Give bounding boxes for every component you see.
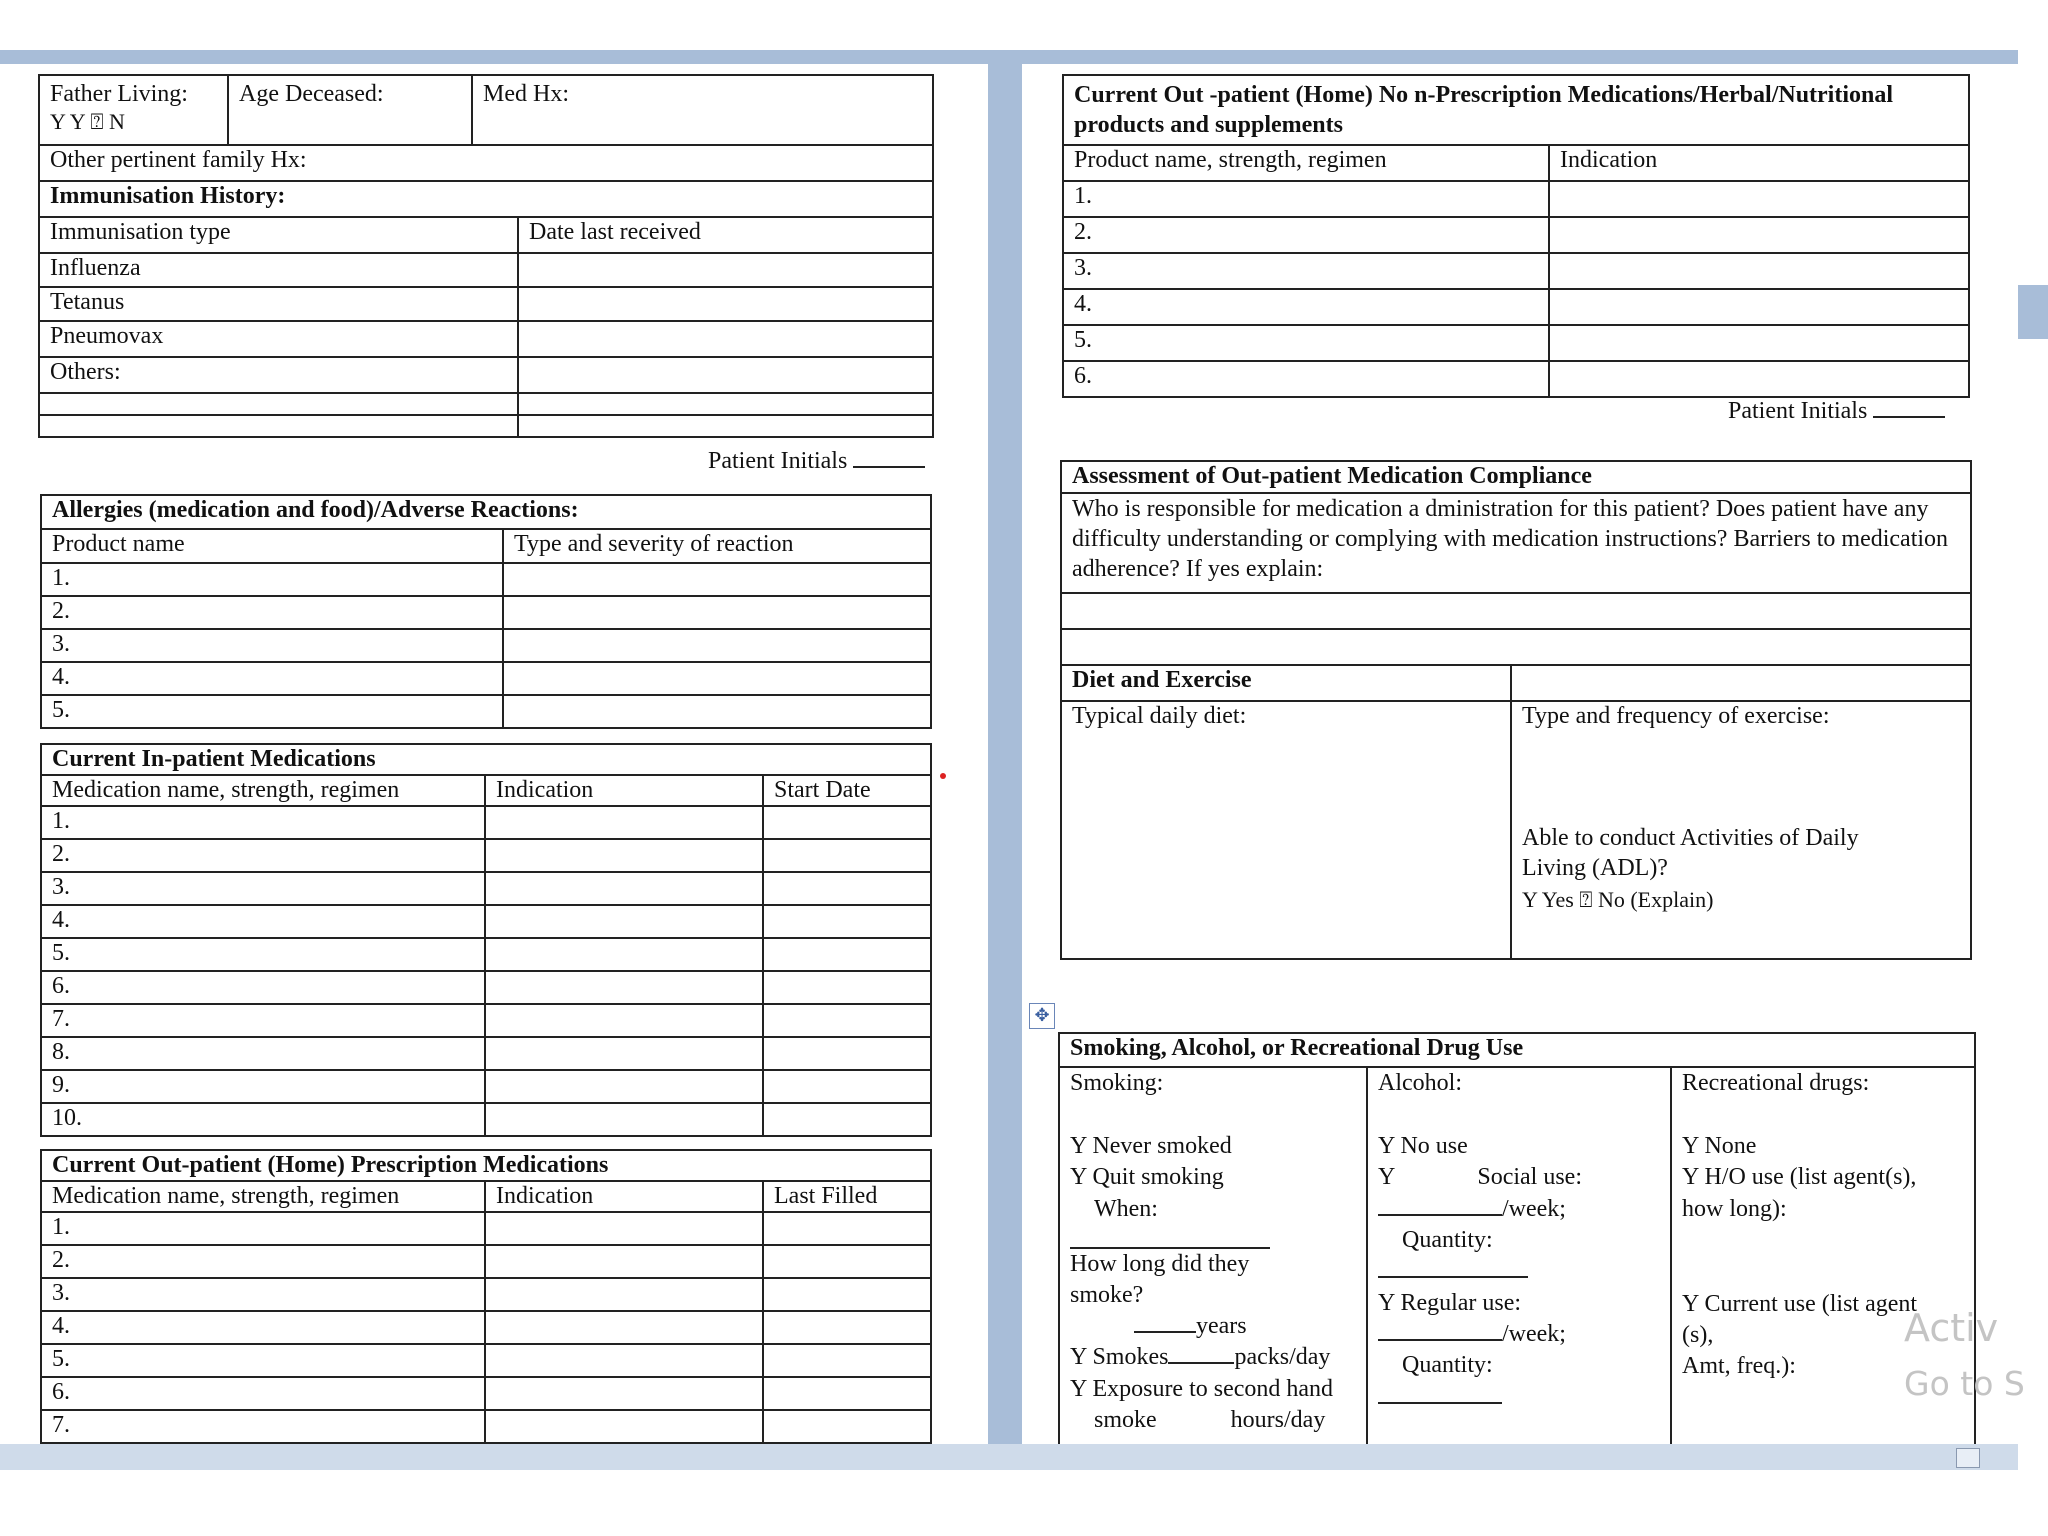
allergy-row-number[interactable]: 2. — [41, 596, 503, 629]
start-date-cell[interactable] — [763, 1037, 931, 1070]
inpatient-row-number[interactable]: 7. — [41, 1004, 485, 1037]
rx-row-number[interactable]: 5. — [41, 1344, 485, 1377]
typical-diet-cell[interactable] — [1061, 701, 1511, 959]
substance-use-grid — [1058, 1032, 1976, 1444]
last-filled-cell[interactable] — [763, 1212, 931, 1245]
rx-row-number[interactable]: 7. — [41, 1410, 485, 1443]
allergy-row-number[interactable]: 1. — [41, 563, 503, 596]
indication-cell[interactable] — [1549, 253, 1969, 289]
inpatient-row-number[interactable]: 10. — [41, 1103, 485, 1136]
social-week-label: /week; — [1502, 1195, 1566, 1222]
exposure-hours[interactable] — [1070, 1405, 1356, 1436]
no-use-option[interactable]: Y No use — [1378, 1133, 1468, 1160]
indication-header: Indication — [1549, 145, 1969, 181]
alcohol-label: Alcohol: — [1378, 1070, 1462, 1096]
indication-cell[interactable] — [485, 1245, 763, 1278]
inpatient-grid — [40, 743, 932, 1137]
compliance-title: Assessment of Out-patient Medication Compliance — [1061, 461, 1971, 493]
alcohol-cell[interactable] — [1367, 1067, 1671, 1444]
start-date-header: Start Date — [763, 775, 931, 806]
smoking-cell[interactable] — [1059, 1067, 1367, 1444]
compliance-answer-line[interactable] — [1061, 629, 1971, 665]
med-hx-cell[interactable]: Med Hx: — [472, 75, 933, 145]
regular-use-option[interactable]: Y Regular use: — [1378, 1289, 1522, 1316]
nonrx-row-number[interactable]: 2. — [1063, 217, 1549, 253]
indication-cell[interactable] — [485, 1278, 763, 1311]
inpatient-row-number[interactable]: 4. — [41, 905, 485, 938]
start-date-cell[interactable] — [763, 839, 931, 872]
table-row — [39, 253, 933, 287]
nonrx-table — [1062, 74, 1968, 398]
outpatient-prescription-table — [40, 1149, 930, 1444]
indication-cell[interactable] — [485, 938, 763, 971]
indication-cell[interactable] — [485, 1344, 763, 1377]
document-page-left — [0, 64, 988, 1444]
inpatient-row-number[interactable]: 2. — [41, 839, 485, 872]
table-row — [39, 357, 933, 393]
exercise-cell[interactable] — [1511, 701, 1971, 959]
last-filled-cell[interactable] — [763, 1245, 931, 1278]
inpatient-row-number[interactable]: 9. — [41, 1070, 485, 1103]
indication-cell[interactable] — [485, 872, 763, 905]
compliance-question: Who is responsible for medication a dministration for this patient? Does patient have any difficulty understanding or complying with medication instructions? Barriers to medication adherence? If yes explain: — [1061, 493, 1971, 593]
never-smoked-option[interactable]: Y Never smoked — [1070, 1133, 1232, 1160]
father-living-label: Father Living: — [50, 81, 188, 107]
compliance-answer-line[interactable] — [1061, 593, 1971, 629]
social-checkbox[interactable]: Y — [1378, 1164, 1396, 1191]
inpatient-title: Current In-patient Medications — [41, 744, 931, 775]
last-filled-cell[interactable] — [763, 1278, 931, 1311]
nonrx-row-number[interactable]: 6. — [1063, 361, 1549, 397]
immunisation-table — [38, 216, 934, 438]
compliance-grid — [1060, 460, 1972, 960]
table-row — [39, 287, 933, 321]
indication-cell[interactable] — [1549, 325, 1969, 361]
last-filled-cell[interactable] — [763, 1311, 931, 1344]
indication-cell[interactable] — [1549, 217, 1969, 253]
start-date-cell[interactable] — [763, 938, 931, 971]
nonrx-title: Current Out -patient (Home) No n-Prescription Medications/Herbal/Nutritional products and supplements — [1063, 75, 1969, 145]
view-layout-icon[interactable] — [1956, 1448, 1980, 1468]
patient-initials-label: Patient Initials — [708, 448, 848, 474]
nonrx-row-number[interactable]: 5. — [1063, 325, 1549, 361]
indication-cell[interactable] — [485, 1103, 763, 1136]
when-line[interactable] — [1070, 1225, 1270, 1249]
immunisation-row-label[interactable] — [39, 415, 518, 437]
patient-initials-line[interactable] — [1873, 416, 1945, 418]
activation-watermark-line1: Activ — [1904, 1306, 1999, 1350]
regular-quantity-line[interactable] — [1378, 1382, 1502, 1404]
red-marker-dot — [940, 773, 946, 779]
smoke-label: smoke — [1094, 1406, 1157, 1433]
regular-week-label: /week; — [1502, 1321, 1566, 1348]
social-quantity-line[interactable] — [1378, 1256, 1528, 1278]
patient-initials-right — [1728, 398, 1945, 425]
family-history-table — [38, 74, 932, 444]
indication-header: Indication — [485, 775, 763, 806]
indication-cell[interactable] — [485, 1037, 763, 1070]
immunisation-title: Immunisation History: — [39, 181, 933, 217]
table-row — [41, 1103, 931, 1136]
ho-use-option[interactable]: Y H/O use (list agent(s), how long): — [1682, 1164, 1917, 1222]
immunisation-row-label[interactable] — [39, 393, 518, 415]
table-row — [41, 905, 931, 938]
nonrx-row-number[interactable]: 3. — [1063, 253, 1549, 289]
age-deceased-cell[interactable]: Age Deceased: — [228, 75, 472, 145]
allergy-row-number[interactable]: 5. — [41, 695, 503, 728]
allergy-row-number[interactable]: 3. — [41, 629, 503, 662]
years-label: years — [1196, 1313, 1247, 1340]
allergies-grid — [40, 494, 932, 729]
allergy-reaction-cell[interactable] — [503, 695, 931, 728]
rx-row-number[interactable]: 4. — [41, 1311, 485, 1344]
inpatient-row-number[interactable]: 5. — [41, 938, 485, 971]
last-filled-cell[interactable] — [763, 1377, 931, 1410]
table-row — [39, 321, 933, 357]
substance-use-table — [1058, 1032, 1974, 1444]
start-date-cell[interactable] — [763, 1070, 931, 1103]
activation-watermark-line2: Go to S — [1904, 1364, 2025, 1403]
table-move-handle-icon[interactable]: ✥ — [1029, 1003, 1055, 1029]
table-row — [1063, 361, 1969, 397]
allergy-reaction-cell[interactable] — [503, 629, 931, 662]
inpatient-row-number[interactable]: 8. — [41, 1037, 485, 1070]
indication-cell[interactable] — [485, 1212, 763, 1245]
other-family-cell[interactable]: Other pertinent family Hx: — [39, 145, 933, 181]
outpatient-rx-title: Current Out-patient (Home) Prescription Medications — [41, 1150, 931, 1181]
recreational-drugs-label: Recreational drugs: — [1682, 1070, 1870, 1096]
nonrx-row-number[interactable]: 1. — [1063, 181, 1549, 217]
immunisation-type-header: Immunisation type — [39, 217, 518, 253]
family-history-grid — [38, 74, 934, 218]
amount-frequency-label: Amt, freq.): — [1682, 1353, 1796, 1380]
table-row — [41, 1311, 931, 1344]
reaction-header: Type and severity of reaction — [503, 529, 931, 563]
start-date-cell[interactable] — [763, 1004, 931, 1037]
how-long-label: How long did they smoke? — [1070, 1250, 1250, 1308]
hours-label: hours/day — [1230, 1406, 1326, 1433]
last-filled-cell[interactable] — [763, 1410, 931, 1443]
rx-row-number[interactable]: 6. — [41, 1377, 485, 1410]
immunisation-date-cell[interactable] — [518, 321, 933, 357]
table-row — [41, 662, 931, 695]
current-use-option[interactable]: Y Current use (list agent (s), — [1682, 1290, 1918, 1348]
social-quantity-label: Quantity: — [1402, 1226, 1493, 1253]
regular-week-line[interactable] — [1378, 1319, 1660, 1350]
allergies-title: Allergies (medication and food)/Adverse Reactions: — [41, 495, 931, 529]
exposure-option[interactable]: Y Exposure to second hand — [1070, 1375, 1334, 1402]
diet-header-empty — [1511, 665, 1971, 701]
table-row — [41, 971, 931, 1004]
table-row — [41, 839, 931, 872]
medication-name-header: Medication name, strength, regimen — [41, 1181, 485, 1212]
start-date-cell[interactable] — [763, 872, 931, 905]
page-gap — [988, 64, 1022, 1444]
immunisation-date-cell[interactable] — [518, 287, 933, 321]
social-use-label: Social use: — [1477, 1164, 1582, 1191]
social-use-option[interactable] — [1378, 1162, 1660, 1193]
table-row — [41, 1410, 931, 1443]
table-row — [1063, 289, 1969, 325]
indication-cell[interactable] — [485, 1004, 763, 1037]
smokes-label: Y Smokes — [1070, 1344, 1169, 1371]
indication-cell[interactable] — [1549, 289, 1969, 325]
table-row — [41, 1245, 931, 1278]
immunisation-row-label: Influenza — [39, 253, 518, 287]
patient-initials-left — [708, 448, 925, 475]
status-bar — [0, 1444, 2018, 1470]
table-row — [41, 1377, 931, 1410]
indication-cell[interactable] — [485, 839, 763, 872]
indication-cell[interactable] — [485, 806, 763, 839]
allergies-table — [40, 494, 930, 729]
outpatient-rx-grid — [40, 1149, 932, 1444]
inpatient-row-number[interactable]: 1. — [41, 806, 485, 839]
table-row — [41, 1004, 931, 1037]
immunisation-row-label: Others: — [39, 357, 518, 393]
rx-row-number[interactable]: 3. — [41, 1278, 485, 1311]
inpatient-row-number[interactable]: 3. — [41, 872, 485, 905]
table-row — [39, 393, 933, 415]
substance-use-title: Smoking, Alcohol, or Recreational Drug Use — [1059, 1033, 1975, 1067]
table-row — [41, 1344, 931, 1377]
nonrx-row-number[interactable]: 4. — [1063, 289, 1549, 325]
typical-diet-label: Typical daily diet: — [1072, 703, 1247, 729]
date-last-received-header: Date last received — [518, 217, 933, 253]
patient-initials-line[interactable] — [853, 466, 925, 468]
immunisation-date-cell[interactable] — [518, 393, 933, 415]
table-row — [41, 629, 931, 662]
start-date-cell[interactable] — [763, 806, 931, 839]
immunisation-date-cell[interactable] — [518, 357, 933, 393]
table-row — [41, 695, 931, 728]
start-date-cell[interactable] — [763, 971, 931, 1004]
indication-cell[interactable] — [485, 1377, 763, 1410]
indication-cell[interactable] — [1549, 181, 1969, 217]
packs-label: packs/day — [1234, 1344, 1331, 1371]
social-week-line[interactable] — [1378, 1194, 1660, 1225]
table-row — [1063, 253, 1969, 289]
table-row — [41, 1278, 931, 1311]
rx-row-number[interactable]: 1. — [41, 1212, 485, 1245]
adl-options[interactable]: Y Yes ⍰ No (Explain) — [1522, 886, 1714, 912]
immunisation-date-cell[interactable] — [518, 253, 933, 287]
none-option[interactable]: Y None — [1682, 1133, 1757, 1160]
father-living-options[interactable]: Y Y ⍰ N — [50, 108, 125, 134]
father-living-cell[interactable] — [39, 75, 228, 145]
table-row — [41, 1070, 931, 1103]
quit-smoking-option[interactable]: Y Quit smoking — [1070, 1164, 1224, 1191]
allergy-row-number[interactable]: 4. — [41, 662, 503, 695]
adl-question: Able to conduct Activities of Daily Living (ADL)? — [1522, 824, 1859, 881]
indication-cell[interactable] — [485, 1070, 763, 1103]
inpatient-medications-table — [40, 743, 930, 1137]
immunisation-row-label: Tetanus — [39, 287, 518, 321]
start-date-cell[interactable] — [763, 905, 931, 938]
compliance-table — [1060, 460, 1970, 960]
patient-initials-label: Patient Initials — [1728, 398, 1868, 424]
product-name-header: Product name — [41, 529, 503, 563]
table-row — [1063, 325, 1969, 361]
table-row — [41, 1037, 931, 1070]
rx-row-number[interactable]: 2. — [41, 1245, 485, 1278]
immunisation-row-label: Pneumovax — [39, 321, 518, 357]
medication-name-header: Medication name, strength, regimen — [41, 775, 485, 806]
table-row — [41, 806, 931, 839]
nonrx-grid — [1062, 74, 1970, 398]
allergy-reaction-cell[interactable] — [503, 662, 931, 695]
immunisation-date-cell[interactable] — [518, 415, 933, 437]
indication-header: Indication — [485, 1181, 763, 1212]
ruler-band — [0, 50, 2018, 64]
product-name-header: Product name, strength, regimen — [1063, 145, 1549, 181]
last-filled-header: Last Filled — [763, 1181, 931, 1212]
indication-cell[interactable] — [485, 905, 763, 938]
when-label: When: — [1094, 1195, 1158, 1222]
table-row — [41, 596, 931, 629]
scrollbar-edge[interactable] — [2018, 285, 2048, 339]
table-row — [41, 938, 931, 971]
exercise-label: Type and frequency of exercise: — [1522, 703, 1830, 729]
document-page-right — [1022, 64, 2018, 1444]
indication-cell[interactable] — [485, 1410, 763, 1443]
table-row — [1063, 217, 1969, 253]
table-row — [41, 563, 931, 596]
diet-exercise-title: Diet and Exercise — [1061, 665, 1511, 701]
table-row — [39, 415, 933, 437]
smokes-option[interactable] — [1070, 1342, 1356, 1373]
inpatient-row-number[interactable]: 6. — [41, 971, 485, 1004]
allergy-reaction-cell[interactable] — [503, 563, 931, 596]
indication-cell[interactable] — [485, 971, 763, 1004]
allergy-reaction-cell[interactable] — [503, 596, 931, 629]
table-row — [41, 1212, 931, 1245]
last-filled-cell[interactable] — [763, 1344, 931, 1377]
regular-quantity-label: Quantity: — [1402, 1352, 1493, 1379]
years-line[interactable] — [1070, 1311, 1356, 1342]
indication-cell[interactable] — [1549, 361, 1969, 397]
table-row — [41, 872, 931, 905]
indication-cell[interactable] — [485, 1311, 763, 1344]
start-date-cell[interactable] — [763, 1103, 931, 1136]
smoking-label: Smoking: — [1070, 1070, 1164, 1096]
table-row — [1063, 181, 1969, 217]
